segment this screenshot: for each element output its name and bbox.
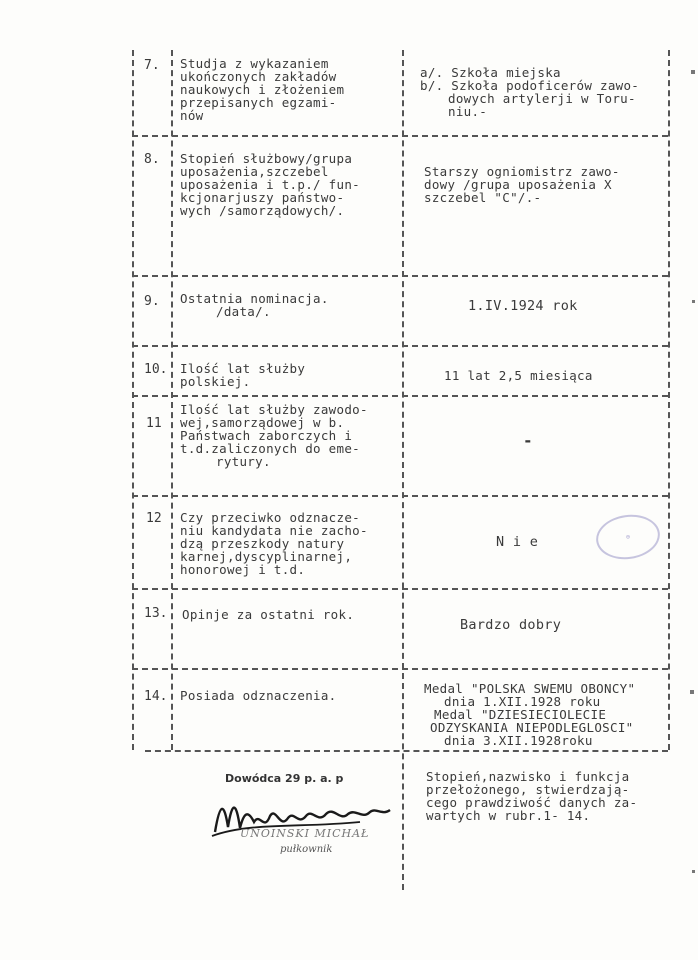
row-divider xyxy=(132,395,668,397)
certification-text: Stopień,nazwisko i funkcja przełożonego, stwierdzają- cego prawdziwość danych za- wartych w rubr.1- 14. xyxy=(426,769,638,823)
row-number: 13. xyxy=(144,606,168,621)
table-bottom-border xyxy=(145,750,668,752)
row-number: 14. xyxy=(144,689,168,704)
stamped-rank: pułkownik xyxy=(280,844,333,855)
stamped-name: UNOINSKI MICHAŁ xyxy=(240,827,370,840)
scan-speck xyxy=(690,690,694,694)
row-value: Starszy ogniomistrz zawo- dowy /grupa uposażenia X szczebel "C"/.- xyxy=(424,164,620,205)
row-divider xyxy=(132,668,668,670)
table-left-border xyxy=(132,50,134,750)
table-num-divider xyxy=(171,50,173,750)
scan-speck xyxy=(692,870,695,873)
row-value: 1.IV.1924 rok xyxy=(468,298,578,314)
row-value: Medal "POLSKA SWEMU OBONCY" dnia 1.XII.1928 roku Medal "DZIESIECIOLECIE ODZYSKANIA NIEPODLEGLOSCI" dnia 3.XII.1928roku xyxy=(424,681,636,748)
row-label: Ilość lat służby zawodo- wej,samorządowej w b. Państwach zaborczych i t.d.zaliczonych do eme- rytury. xyxy=(180,402,368,469)
row-label: Studja z wykazaniem ukończonych zakładów naukowych i złożeniem przepisanych egzami- nów xyxy=(180,56,345,123)
row-divider xyxy=(132,345,668,347)
row-label: Posiada odznaczenia. xyxy=(180,688,337,703)
row-number: 11 xyxy=(146,416,162,431)
row-label: Ilość lat służby polskiej. xyxy=(180,361,306,389)
table-column-divider xyxy=(402,50,404,890)
row-number: 12 xyxy=(146,511,162,526)
table-right-border xyxy=(668,50,670,750)
row-number: 10. xyxy=(144,362,168,377)
faded-stamp: ⊕ xyxy=(593,511,663,563)
scan-speck xyxy=(692,300,695,303)
row-divider xyxy=(132,495,668,497)
row-value: - xyxy=(523,431,533,450)
row-value: 11 lat 2,5 miesiąca xyxy=(444,368,593,383)
scan-speck xyxy=(691,70,695,74)
row-label: Czy przeciwko odznacze- niu kandydata nie zacho- dzą przeszkody natury karnej,dyscyplinarnej, honorowej i t.d. xyxy=(180,510,368,577)
row-label: Ostatnia nominacja. /data/. xyxy=(180,291,329,319)
row-value: Bardzo dobry xyxy=(460,617,562,633)
row-divider xyxy=(132,588,668,590)
commander-unit: Dowódca 29 p. a. p xyxy=(225,772,344,785)
row-value: a/. Szkoła miejska b/. Szkoła podoficerów zawo- dowych artylerji w Toru- niu.- xyxy=(420,65,640,119)
row-number: 8. xyxy=(144,152,160,167)
row-label: Stopień służbowy/grupa uposażenia,szczebel uposażenia i t.p./ fun- kcjonarjuszy państwo- wych /samorządowych/. xyxy=(180,151,360,218)
row-divider xyxy=(132,135,668,137)
row-number: 9. xyxy=(144,294,160,309)
row-number: 7. xyxy=(144,58,160,73)
row-value: N i e xyxy=(496,534,539,550)
row-label: Opinje za ostatni rok. xyxy=(182,607,355,622)
row-divider xyxy=(132,275,668,277)
